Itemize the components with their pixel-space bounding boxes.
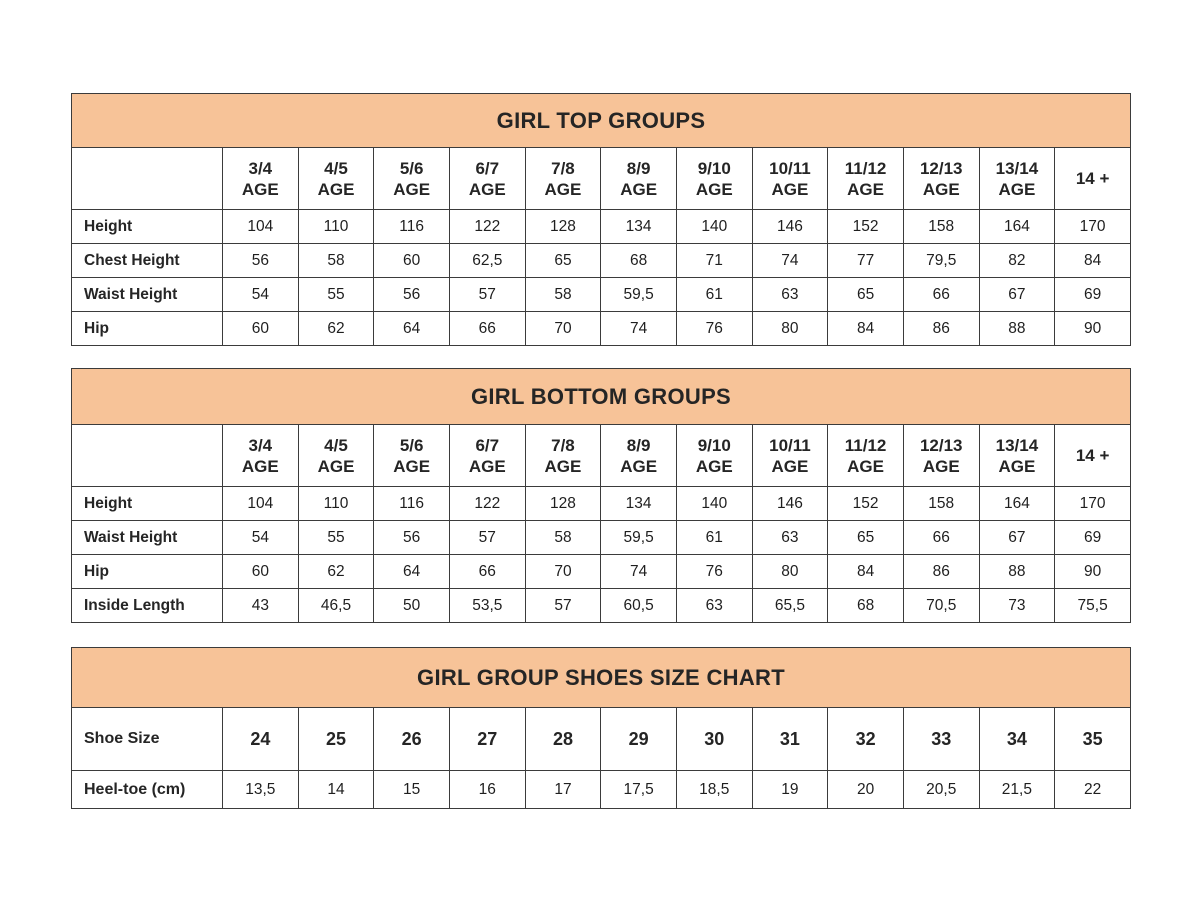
value-cell: 16: [449, 771, 525, 809]
girl-top-groups-table: [71, 93, 1131, 346]
value-cell: 76: [676, 555, 752, 589]
age-range-label: 12/13: [919, 435, 963, 455]
row-label: Inside Length: [72, 589, 223, 623]
value-cell: 65,5: [752, 589, 828, 623]
age-range-label: 10/11: [769, 158, 811, 178]
table-row: [72, 521, 1131, 555]
age-word-label: AGE: [771, 456, 809, 476]
value-cell: 34: [979, 708, 1055, 771]
value-cell: 70,5: [903, 589, 979, 623]
age-range-label: 3/4: [248, 435, 273, 455]
value-cell: 116: [374, 210, 450, 244]
value-cell: 64: [374, 312, 450, 346]
value-cell: 20,5: [903, 771, 979, 809]
value-cell: 63: [752, 521, 828, 555]
age-word-label: AGE: [922, 179, 960, 199]
value-cell: 58: [525, 278, 601, 312]
value-cell: 80: [752, 312, 828, 346]
value-cell: 57: [449, 278, 525, 312]
value-cell: 60: [223, 555, 299, 589]
age-word-label: AGE: [620, 179, 658, 199]
age-header-cell: [601, 425, 677, 487]
age-range-label: 4/5: [324, 158, 348, 178]
corner-cell: [72, 148, 223, 210]
age-header-cell: [752, 425, 828, 487]
age-range-label: 14 +: [1075, 169, 1110, 188]
value-cell: 59,5: [601, 521, 677, 555]
age-header-cell: [979, 425, 1055, 487]
value-cell: 134: [601, 210, 677, 244]
girl-group-shoes-size-table: [71, 647, 1131, 809]
value-cell: 158: [903, 210, 979, 244]
value-cell: 18,5: [676, 771, 752, 809]
value-cell: 68: [828, 589, 904, 623]
row-label: Waist Height: [72, 278, 223, 312]
age-header-cell: [374, 425, 450, 487]
value-cell: 60: [223, 312, 299, 346]
row-label: Shoe Size: [72, 708, 223, 771]
value-cell: 71: [676, 244, 752, 278]
value-cell: 66: [449, 555, 525, 589]
table-row: [72, 589, 1131, 623]
value-cell: 88: [979, 312, 1055, 346]
age-header-cell: [298, 148, 374, 210]
table-title: GIRL GROUP SHOES SIZE CHART: [72, 648, 1131, 708]
table-row: [72, 244, 1131, 278]
value-cell: 122: [449, 487, 525, 521]
age-word-label: AGE: [695, 456, 733, 476]
row-label: Height: [72, 210, 223, 244]
value-cell: 13,5: [223, 771, 299, 809]
value-cell: 122: [449, 210, 525, 244]
value-cell: 53,5: [449, 589, 525, 623]
value-cell: 43: [223, 589, 299, 623]
age-range-label: 6/7: [475, 435, 500, 455]
corner-cell: [72, 425, 223, 487]
age-range-label: 10/11: [769, 435, 811, 455]
title-row: [72, 648, 1131, 708]
age-range-label: 6/7: [475, 158, 500, 178]
age-range-label: 11/12: [844, 435, 887, 455]
age-word-label: AGE: [468, 179, 506, 199]
value-cell: 67: [979, 521, 1055, 555]
age-range-label: 9/10: [697, 158, 731, 178]
table-title: GIRL TOP GROUPS: [72, 94, 1131, 148]
age-range-label: 8/9: [626, 435, 651, 455]
value-cell: 32: [828, 708, 904, 771]
row-label: Heel-toe (cm): [72, 771, 223, 809]
age-word-label: AGE: [241, 179, 279, 199]
value-cell: 65: [828, 521, 904, 555]
age-range-label: 5/6: [399, 435, 424, 455]
value-cell: 84: [828, 312, 904, 346]
value-cell: 46,5: [298, 589, 374, 623]
table-row: [72, 210, 1131, 244]
value-cell: 74: [601, 555, 677, 589]
value-cell: 110: [298, 210, 374, 244]
value-cell: 28: [525, 708, 601, 771]
value-cell: 82: [979, 244, 1055, 278]
age-word-label: AGE: [544, 456, 582, 476]
table-row: [72, 555, 1131, 589]
age-word-label: AGE: [998, 456, 1036, 476]
value-cell: 164: [979, 487, 1055, 521]
age-word-label: AGE: [922, 456, 960, 476]
value-cell: 170: [1055, 487, 1131, 521]
value-cell: 62: [298, 312, 374, 346]
row-label: Hip: [72, 312, 223, 346]
value-cell: 61: [676, 278, 752, 312]
value-cell: 64: [374, 555, 450, 589]
age-word-label: AGE: [998, 179, 1036, 199]
value-cell: 146: [752, 210, 828, 244]
value-cell: 77: [828, 244, 904, 278]
value-cell: 84: [1055, 244, 1131, 278]
value-cell: 69: [1055, 521, 1131, 555]
age-header-cell: [374, 148, 450, 210]
value-cell: 128: [525, 210, 601, 244]
value-cell: 104: [223, 487, 299, 521]
value-cell: 152: [828, 487, 904, 521]
value-cell: 140: [676, 210, 752, 244]
value-cell: 74: [752, 244, 828, 278]
age-header-cell: [223, 148, 299, 210]
value-cell: 35: [1055, 708, 1131, 771]
value-cell: 57: [449, 521, 525, 555]
table-title: GIRL BOTTOM GROUPS: [72, 369, 1131, 425]
value-cell: 21,5: [979, 771, 1055, 809]
value-cell: 84: [828, 555, 904, 589]
value-cell: 66: [449, 312, 525, 346]
value-cell: 158: [903, 487, 979, 521]
age-range-label: 5/6: [399, 158, 424, 178]
age-header-cell: [752, 148, 828, 210]
value-cell: 61: [676, 521, 752, 555]
age-header-row: [72, 148, 1131, 210]
value-cell: 75,5: [1055, 589, 1131, 623]
value-cell: 66: [903, 521, 979, 555]
age-range-label: 13/14: [995, 435, 1039, 455]
value-cell: 70: [525, 312, 601, 346]
value-cell: 17: [525, 771, 601, 809]
value-cell: 30: [676, 708, 752, 771]
value-cell: 128: [525, 487, 601, 521]
value-cell: 20: [828, 771, 904, 809]
age-word-label: AGE: [847, 456, 884, 476]
value-cell: 60: [374, 244, 450, 278]
value-cell: 63: [752, 278, 828, 312]
age-header-cell: [903, 425, 979, 487]
girl-bottom-groups-table: [71, 368, 1131, 623]
value-cell: 15: [374, 771, 450, 809]
age-header-cell: [828, 425, 904, 487]
value-cell: 19: [752, 771, 828, 809]
value-cell: 67: [979, 278, 1055, 312]
value-cell: 146: [752, 487, 828, 521]
value-cell: 55: [298, 278, 374, 312]
value-cell: 33: [903, 708, 979, 771]
age-range-label: 3/4: [248, 158, 273, 178]
age-header-cell: [828, 148, 904, 210]
value-cell: 80: [752, 555, 828, 589]
value-cell: 14: [298, 771, 374, 809]
age-word-label: AGE: [317, 456, 355, 476]
value-cell: 55: [298, 521, 374, 555]
age-header-cell: [1055, 425, 1131, 487]
age-word-label: AGE: [847, 179, 884, 199]
age-range-label: 9/10: [697, 435, 731, 455]
value-cell: 50: [374, 589, 450, 623]
value-cell: 56: [223, 244, 299, 278]
age-header-cell: [676, 148, 752, 210]
age-word-label: AGE: [620, 456, 658, 476]
value-cell: 90: [1055, 312, 1131, 346]
value-cell: 17,5: [601, 771, 677, 809]
value-cell: 152: [828, 210, 904, 244]
row-label: Chest Height: [72, 244, 223, 278]
age-header-cell: [1055, 148, 1131, 210]
value-cell: 73: [979, 589, 1055, 623]
value-cell: 31: [752, 708, 828, 771]
value-cell: 170: [1055, 210, 1131, 244]
age-range-label: 14 +: [1075, 446, 1110, 465]
value-cell: 65: [828, 278, 904, 312]
row-label: Hip: [72, 555, 223, 589]
age-word-label: AGE: [393, 456, 431, 476]
age-word-label: AGE: [468, 456, 506, 476]
age-header-row: [72, 425, 1131, 487]
age-range-label: 12/13: [919, 158, 963, 178]
value-cell: 56: [374, 521, 450, 555]
value-cell: 57: [525, 589, 601, 623]
value-cell: 62,5: [449, 244, 525, 278]
value-cell: 58: [525, 521, 601, 555]
value-cell: 86: [903, 312, 979, 346]
age-word-label: AGE: [544, 179, 582, 199]
table-row: [72, 771, 1131, 809]
value-cell: 70: [525, 555, 601, 589]
age-range-label: 11/12: [844, 158, 887, 178]
value-cell: 56: [374, 278, 450, 312]
value-cell: 86: [903, 555, 979, 589]
value-cell: 134: [601, 487, 677, 521]
value-cell: 88: [979, 555, 1055, 589]
age-header-cell: [449, 148, 525, 210]
value-cell: 79,5: [903, 244, 979, 278]
age-range-label: 13/14: [995, 158, 1039, 178]
age-header-cell: [525, 148, 601, 210]
age-range-label: 8/9: [626, 158, 651, 178]
value-cell: 62: [298, 555, 374, 589]
age-header-cell: [223, 425, 299, 487]
value-cell: 26: [374, 708, 450, 771]
value-cell: 63: [676, 589, 752, 623]
value-cell: 164: [979, 210, 1055, 244]
value-cell: 116: [374, 487, 450, 521]
age-header-cell: [601, 148, 677, 210]
title-row: [72, 369, 1131, 425]
age-range-label: 7/8: [551, 158, 575, 178]
age-header-cell: [979, 148, 1055, 210]
age-word-label: AGE: [695, 179, 733, 199]
value-cell: 22: [1055, 771, 1131, 809]
value-cell: 59,5: [601, 278, 677, 312]
value-cell: 68: [601, 244, 677, 278]
table-row: [72, 708, 1131, 771]
title-row: [72, 94, 1131, 148]
row-label: Height: [72, 487, 223, 521]
value-cell: 58: [298, 244, 374, 278]
value-cell: 25: [298, 708, 374, 771]
value-cell: 74: [601, 312, 677, 346]
row-label: Waist Height: [72, 521, 223, 555]
age-header-cell: [449, 425, 525, 487]
value-cell: 60,5: [601, 589, 677, 623]
age-word-label: AGE: [241, 456, 279, 476]
table-row: [72, 487, 1131, 521]
table-row: [72, 312, 1131, 346]
age-header-cell: [676, 425, 752, 487]
age-range-label: 7/8: [551, 435, 575, 455]
age-header-cell: [525, 425, 601, 487]
value-cell: 27: [449, 708, 525, 771]
value-cell: 24: [223, 708, 299, 771]
value-cell: 65: [525, 244, 601, 278]
table-row: [72, 278, 1131, 312]
value-cell: 54: [223, 278, 299, 312]
age-header-cell: [903, 148, 979, 210]
value-cell: 110: [298, 487, 374, 521]
age-header-cell: [298, 425, 374, 487]
age-word-label: AGE: [771, 179, 809, 199]
value-cell: 90: [1055, 555, 1131, 589]
age-range-label: 4/5: [324, 435, 348, 455]
value-cell: 76: [676, 312, 752, 346]
value-cell: 69: [1055, 278, 1131, 312]
value-cell: 66: [903, 278, 979, 312]
age-word-label: AGE: [393, 179, 431, 199]
value-cell: 140: [676, 487, 752, 521]
age-word-label: AGE: [317, 179, 355, 199]
value-cell: 54: [223, 521, 299, 555]
value-cell: 104: [223, 210, 299, 244]
value-cell: 29: [601, 708, 677, 771]
